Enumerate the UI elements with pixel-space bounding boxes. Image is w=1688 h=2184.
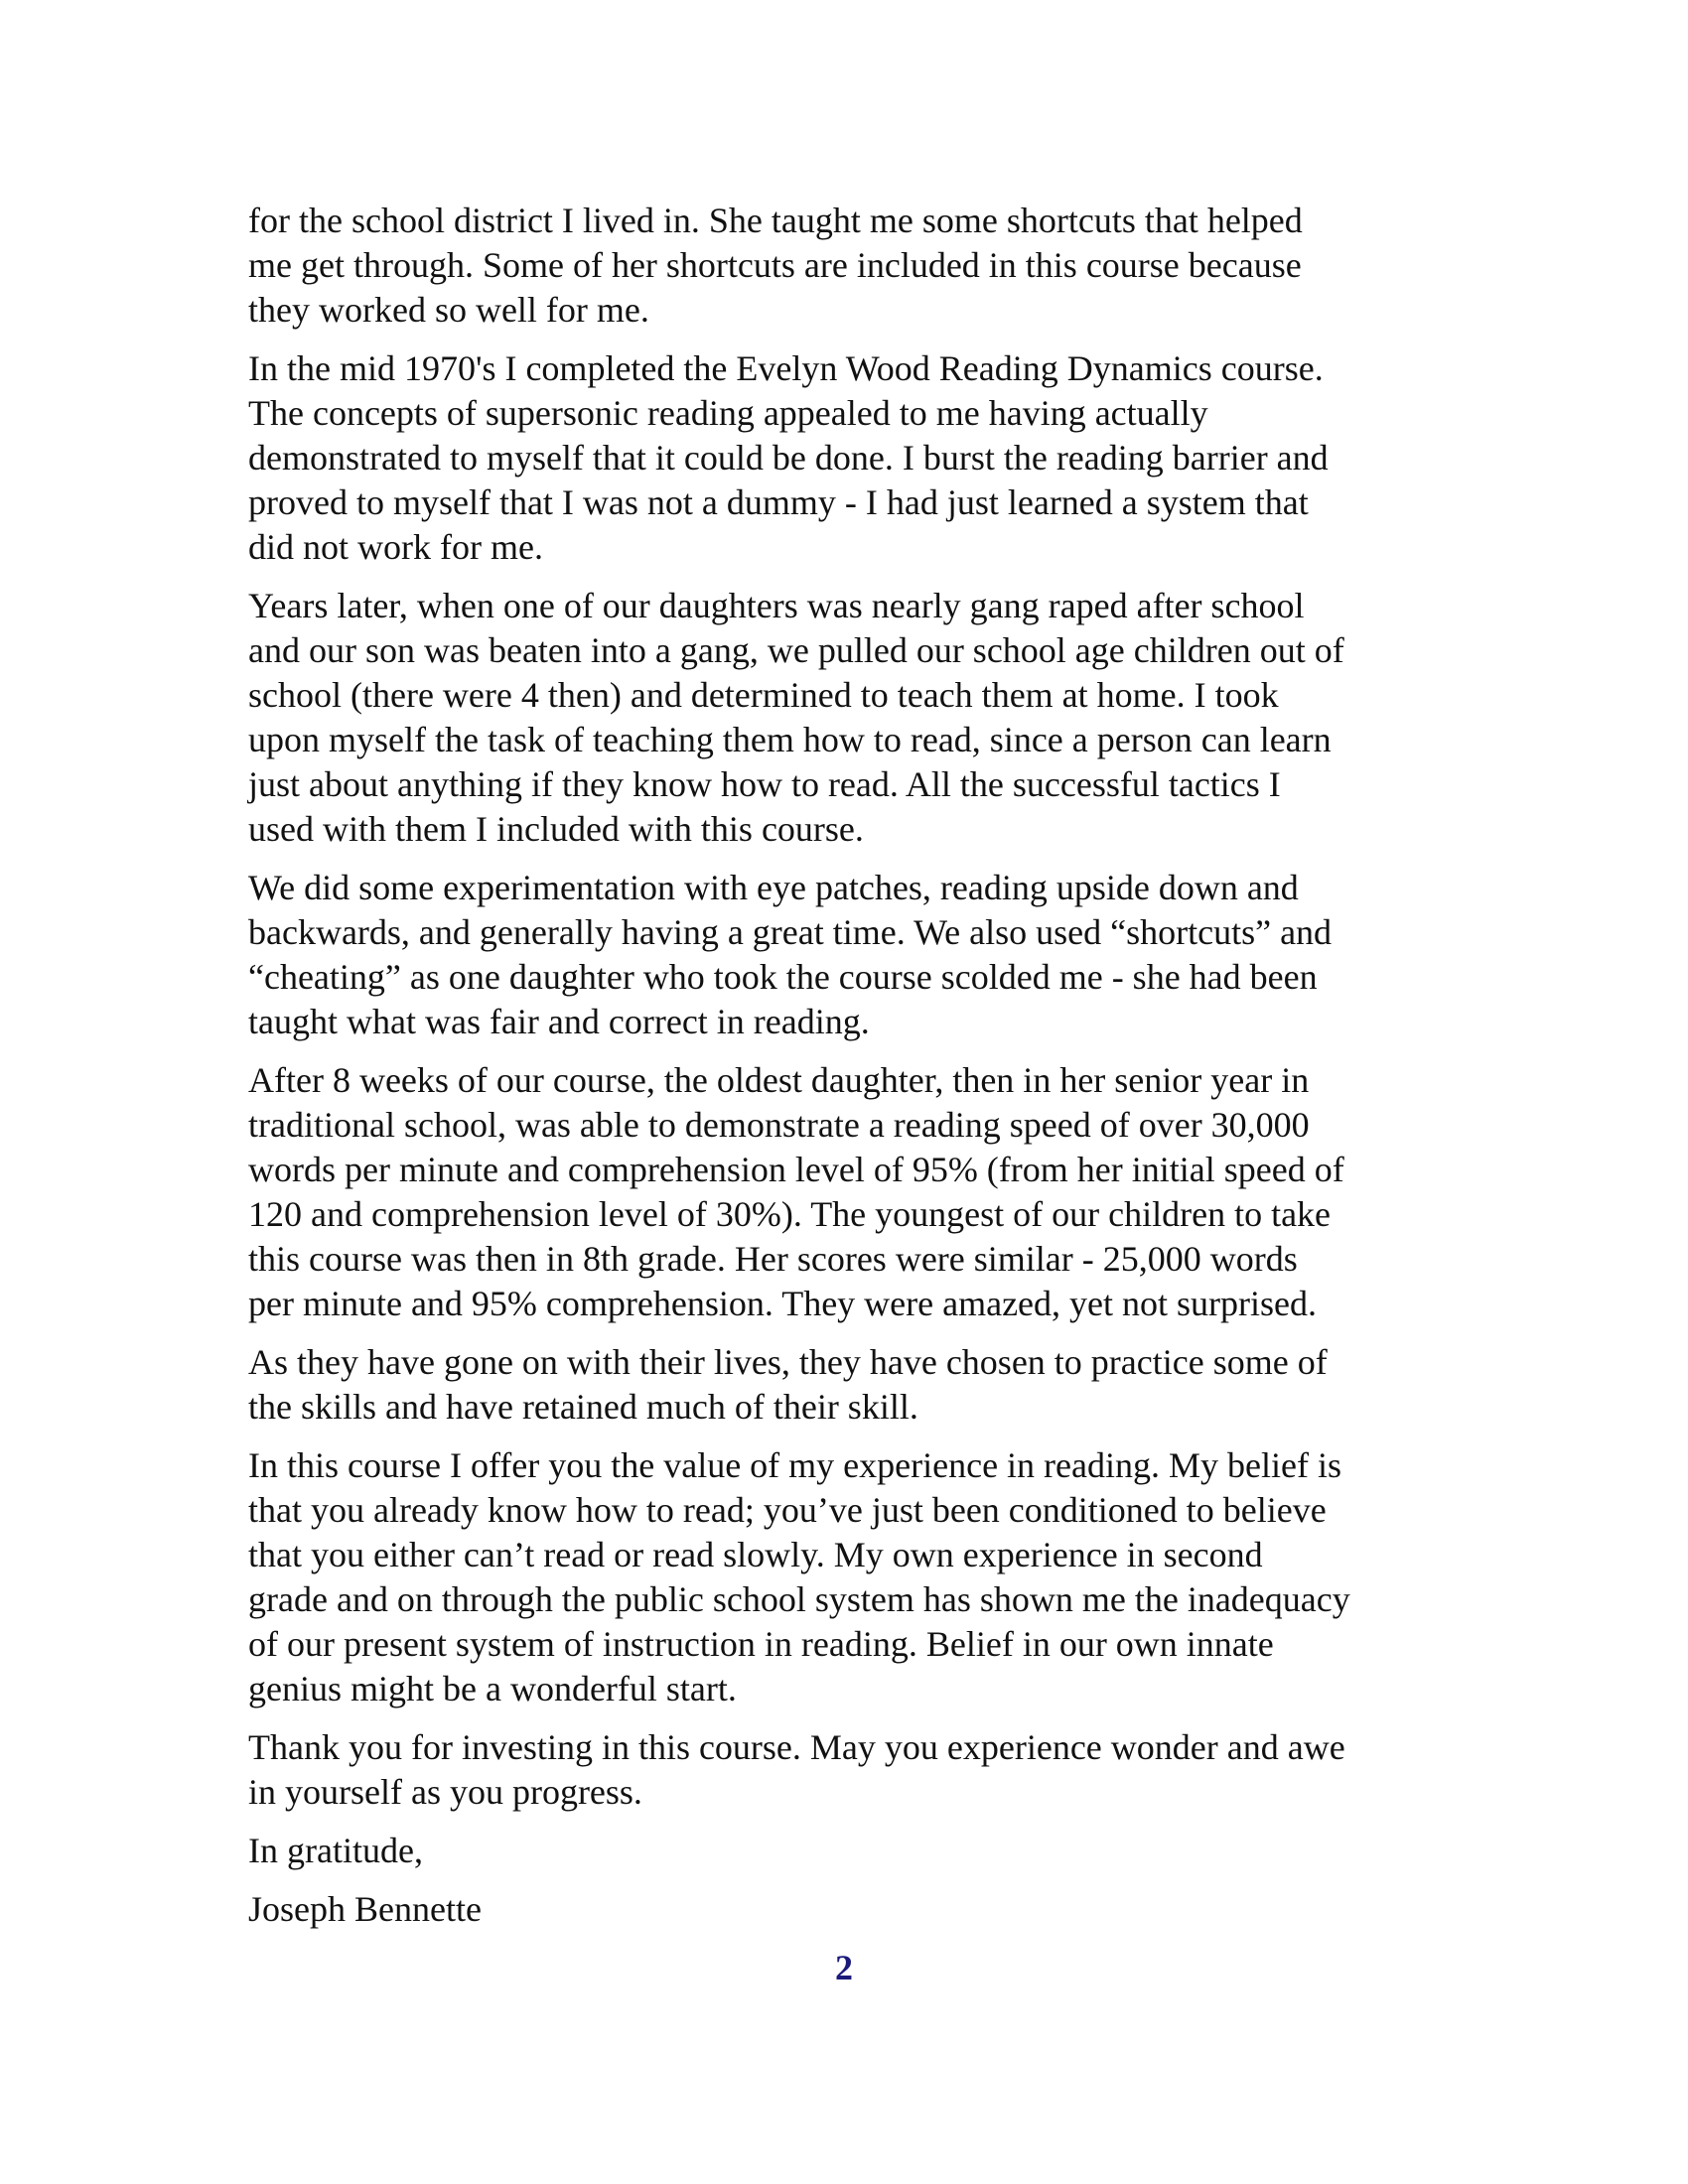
paragraph-7	[248, 1443, 1440, 1711]
text-line: school (there were 4 then) and determined to teach them at home. I took	[248, 675, 1279, 715]
text-line: As they have gone on with their lives, they have chosen to practice some of	[248, 1342, 1328, 1382]
text-line: 120 and comprehension level of 30%). The youngest of our children to take	[248, 1194, 1332, 1234]
text-line: and our son was beaten into a gang, we pulled our school age children out of	[248, 630, 1344, 670]
page-number: 2	[835, 1948, 853, 1987]
paragraph-6	[248, 1340, 1440, 1430]
text-line: grade and on through the public school system has shown me the inadequacy	[248, 1579, 1350, 1619]
closing-salutation	[248, 1829, 1440, 1873]
text-line: Joseph Bennette	[248, 1889, 482, 1929]
text-line: me get through. Some of her shortcuts are included in this course because	[248, 245, 1302, 285]
text-line: demonstrated to myself that it could be done. I burst the reading barrier and	[248, 438, 1329, 478]
text-line: genius might be a wonderful start.	[248, 1669, 737, 1708]
text-line: the skills and have retained much of their skill.	[248, 1387, 918, 1427]
text-line: this course was then in 8th grade. Her scores were similar - 25,000 words	[248, 1239, 1298, 1279]
text-line: they worked so well for me.	[248, 290, 649, 330]
text-line: used with them I included with this course.	[248, 809, 864, 849]
text-line: that you either can’t read or read slowly. My own experience in second	[248, 1535, 1263, 1574]
author-signature	[248, 1887, 1440, 1932]
text-line: just about anything if they know how to read. All the successful tactics I	[248, 764, 1281, 804]
text-line: that you already know how to read; you’ve just been conditioned to believe	[248, 1490, 1327, 1530]
text-line: upon myself the task of teaching them how to read, since a person can learn	[248, 720, 1332, 759]
text-line: traditional school, was able to demonstrate a reading speed of over 30,000	[248, 1105, 1310, 1145]
paragraph-3	[248, 584, 1440, 852]
text-line: Years later, when one of our daughters was nearly gang raped after school	[248, 586, 1305, 625]
text-line: In gratitude,	[248, 1831, 423, 1870]
paragraph-1	[248, 199, 1440, 333]
text-line: per minute and 95% comprehension. They were amazed, yet not surprised.	[248, 1284, 1317, 1323]
paragraph-5	[248, 1058, 1440, 1326]
text-line: In the mid 1970's I completed the Evelyn Wood Reading Dynamics course.	[248, 348, 1324, 388]
text-line: taught what was fair and correct in reading.	[248, 1002, 870, 1041]
text-line: “cheating” as one daughter who took the course scolded me - she had been	[248, 957, 1318, 997]
text-line: Thank you for investing in this course. May you experience wonder and awe	[248, 1727, 1345, 1767]
text-line: The concepts of supersonic reading appealed to me having actually	[248, 393, 1208, 433]
body-text	[248, 199, 1440, 1946]
paragraph-2	[248, 346, 1440, 570]
text-line: After 8 weeks of our course, the oldest daughter, then in her senior year in	[248, 1060, 1310, 1100]
paragraph-8	[248, 1725, 1440, 1815]
text-line: In this course I offer you the value of my experience in reading. My belief is	[248, 1445, 1341, 1485]
text-line: did not work for me.	[248, 527, 543, 567]
text-line: backwards, and generally having a great time. We also used “shortcuts” and	[248, 912, 1333, 952]
text-line: of our present system of instruction in reading. Belief in our own innate	[248, 1624, 1274, 1664]
text-line: proved to myself that I was not a dummy - I had just learned a system that	[248, 482, 1309, 522]
text-line: We did some experimentation with eye patches, reading upside down and	[248, 868, 1299, 907]
text-line: in yourself as you progress.	[248, 1772, 642, 1812]
text-line: words per minute and comprehension level of 95% (from her initial speed of	[248, 1150, 1344, 1189]
paragraph-4	[248, 866, 1440, 1044]
text-line: for the school district I lived in. She taught me some shortcuts that helped	[248, 201, 1303, 240]
